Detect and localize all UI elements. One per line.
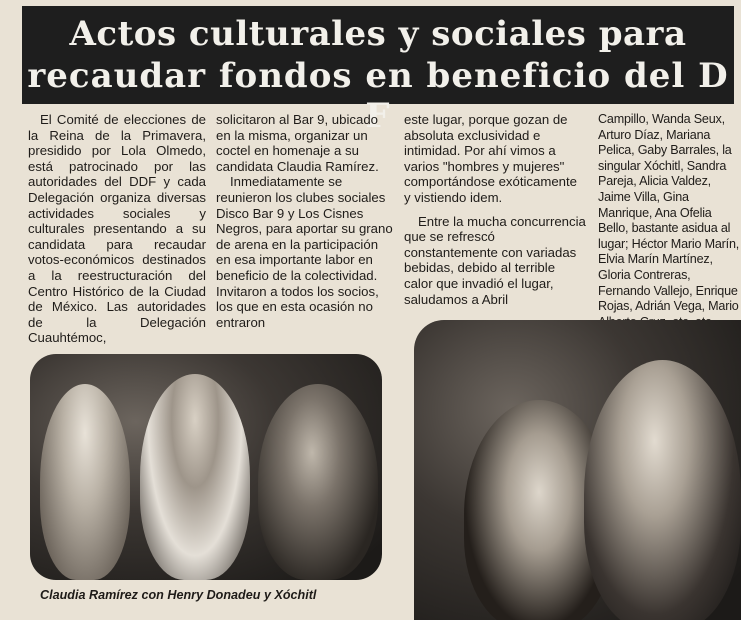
column-2-paragraph-2: Inmediatamente se reunieron los clubes sociales Disco Bar 9 y Los Cisnes Negros, para aportar su grano de arena en la participación en esa importante labor en beneficio de la colectividad. Invitaron a todos los socios, los que en esta ocasión no entraron — [216, 174, 393, 330]
photo-couple — [414, 320, 741, 620]
column-3-paragraph-1: este lugar, porque gozan de absoluta exclusividad e intimidad. Por ahí vimos a varios "hombres y mujeres" comportándose exóticamente y vistiendo idem. — [404, 112, 578, 205]
headline-line-1: Actos culturales y sociales para — [69, 14, 687, 54]
photo-figure-xochitl — [258, 384, 378, 580]
article-column-4 — [598, 112, 741, 330]
article-column-2 — [216, 112, 396, 330]
column-1-text: El Comité de elecciones de la Reina de la Primavera, presidido por Lola Olmedo, está patrocinado por las autoridades del DDF y cada Delegación organiza diversas actividades sociales y culturales presentando a su candidata para recaudar votos-económicos destinados a la reestructuración del Centro Histórico de la Ciudad de México. Las autoridades de la Delegación Cuauhtémoc, — [28, 112, 206, 346]
headline-banner — [22, 6, 734, 136]
article-column-3 — [404, 112, 586, 307]
photo-group-of-three — [30, 354, 382, 580]
photo-figure-man-glasses — [140, 374, 250, 580]
headline-line-2: recaudar fondos en beneficio del D F — [27, 56, 729, 136]
photo-figure-young-man — [584, 360, 741, 620]
column-4-text: Campillo, Wanda Seux, Arturo Díaz, Mariana Pelica, Gaby Barrales, la singular Xóchitl, Sandra Pareja, Alicia Valdez, Jaime Villa, Gina Manrique, Ana Ofelia Bello, bastante asidua al lugar; Héctor Mario Marín, Elvia Marín Martínez, Gloria Contreras, Fernando Vallejo, Enrique Rojas, Adrián Vega, Mario — [598, 112, 740, 314]
photo-caption: Claudia Ramírez con Henry Donadeu y Xóchitl — [40, 588, 317, 602]
column-3-paragraph-2: Entre la mucha concurrencia que se refrescó constantemente con variadas bebidas, debido al terrible calor que invadió el lugar, saludamos a Abril — [404, 213, 586, 307]
article-column-1 — [28, 112, 206, 346]
photo-figure-woman — [40, 384, 130, 580]
column-2-paragraph-1: solicitaron al Bar 9, ubicado en la misma, organizar un coctel en homenaje a su candidata Claudia Ramírez. — [216, 112, 379, 174]
